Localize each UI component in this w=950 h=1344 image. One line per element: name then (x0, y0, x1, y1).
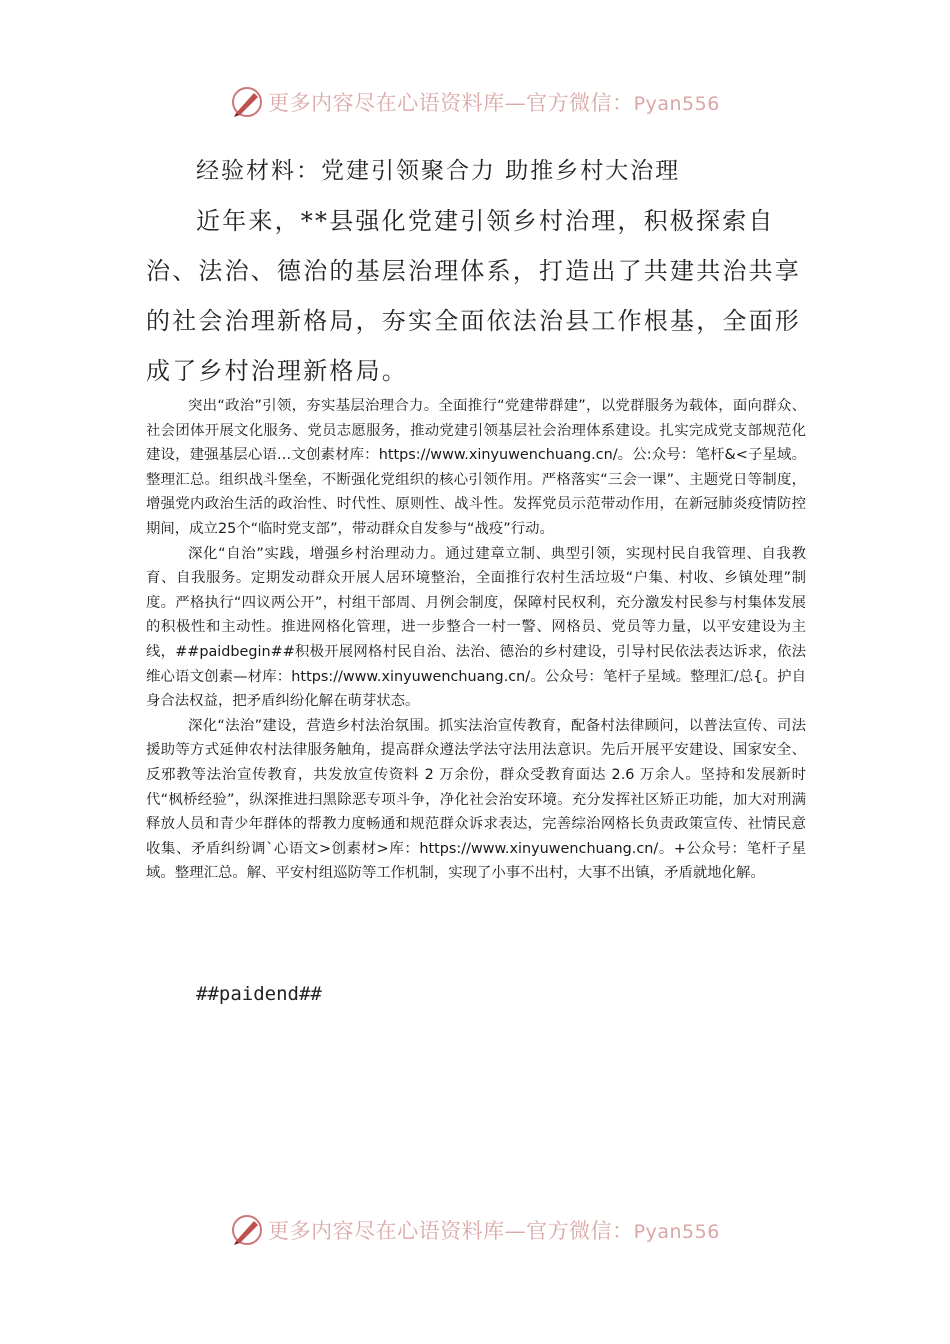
footer-banner (0, 1208, 950, 1252)
banner-text: 更多内容尽在心语资料库—官方微信：Pyan556 (268, 91, 720, 115)
intro-paragraph: 近年来，**县强化党建引领乡村治理，积极探索自治、法治、德治的基层治理体系，打造出了共建共治共享的社会治理新格局，夯实全面依法治县工作根基，全面形成了乡村治理新格局。 (146, 207, 801, 385)
paragraph-politics: 突出“政治”引领，夯实基层治理合力。全面推行“党建带群建”，以党群服务为载体，面向群众、社会团体开展文化服务、党员志愿服务，推动党建引领基层社会治理体系建设。扎实完成党支部规范化建设，建强基层心语…文创素材库：https://www.xinyuwenchuang.cn/。公:众号：笔杆&<子星域。整理汇总。组织战斗堡垒，不断强化党组织的核心引领作用。严格落实“三会一课”、主题党日等制度，增强党内政治生活的政治性、时代性、原则性、战斗性。发挥党员示范带动作用，在新冠肺炎疫情防控期间，成立25个“临时党支部”，带动群众自发参与“战疫”行动。 (146, 398, 806, 537)
header-banner (0, 80, 950, 124)
pen-logo-icon (230, 1213, 264, 1247)
banner-text: 更多内容尽在心语资料库—官方微信：Pyan556 (268, 1219, 720, 1243)
pen-logo-icon (230, 85, 264, 119)
paragraph-autonomy: 深化“自治”实践，增强乡村治理动力。通过建章立制、典型引领，实现村民自我管理、自我教育、自我服务。定期发动群众开展人居环境整治，全面推行农村生活垃圾“户集、村收、乡镇处理”制度。严格执行“四议两公开”，村组干部周、月例会制度，保障村民权利，充分激发村民参与村集体发展的积极性和主动性。推进网格化管理，进一步整合一村一警、网格员、党员等力量，以平安建设为主线，##paidbegin##积极开展网格村民自治、法治、德治的乡村建设，引导村民依法表达诉求，依法维心语文创素—材库：https://www.xinyuwenchuang.cn/。公众号：笔杆子星域。整理汇/总{。护自身合法权益，把矛盾纠纷化解在萌芽状态。 (146, 545, 806, 710)
end-marker: ##paidend## (196, 983, 322, 1005)
paragraph-rule-of-law: 深化“法治”建设，营造乡村法治氛围。抓实法治宣传教育，配备村法律顾问，以普法宣传、司法援助等方式延伸农村法律服务触角，提高群众遵法学法守法用法意识。先后开展平安建设、国家安全、反邪教等法治宣传教育，共发放宣传资料 2 万余份，群众受教育面达 2.6 万余人。坚持和发展新时代“枫桥经验”，纵深推进扫黑除恶专项斗争，净化社会治安环境。充分发挥社区矫正功能，加大对刑满释放人员和青少年群体的帮教力度畅通和规范群众诉求表达，完善综治网格长负责政策宣传、社情民意收集、矛盾纠纷调`心语文>创素材>库：https://www.xinyuwenchuang.cn/。+公众号：笔杆子星域。整理汇总。解、平安村组巡防等工作机制，实现了小事不出村，大事不出镇，矛盾就地化解。 (146, 717, 806, 882)
body-paragraphs (146, 394, 806, 886)
wechat-id: Pyan556 (633, 93, 720, 115)
wechat-id: Pyan556 (633, 1221, 720, 1243)
document-title: 经验材料：党建引领聚合力 助推乡村大治理 (196, 158, 681, 184)
